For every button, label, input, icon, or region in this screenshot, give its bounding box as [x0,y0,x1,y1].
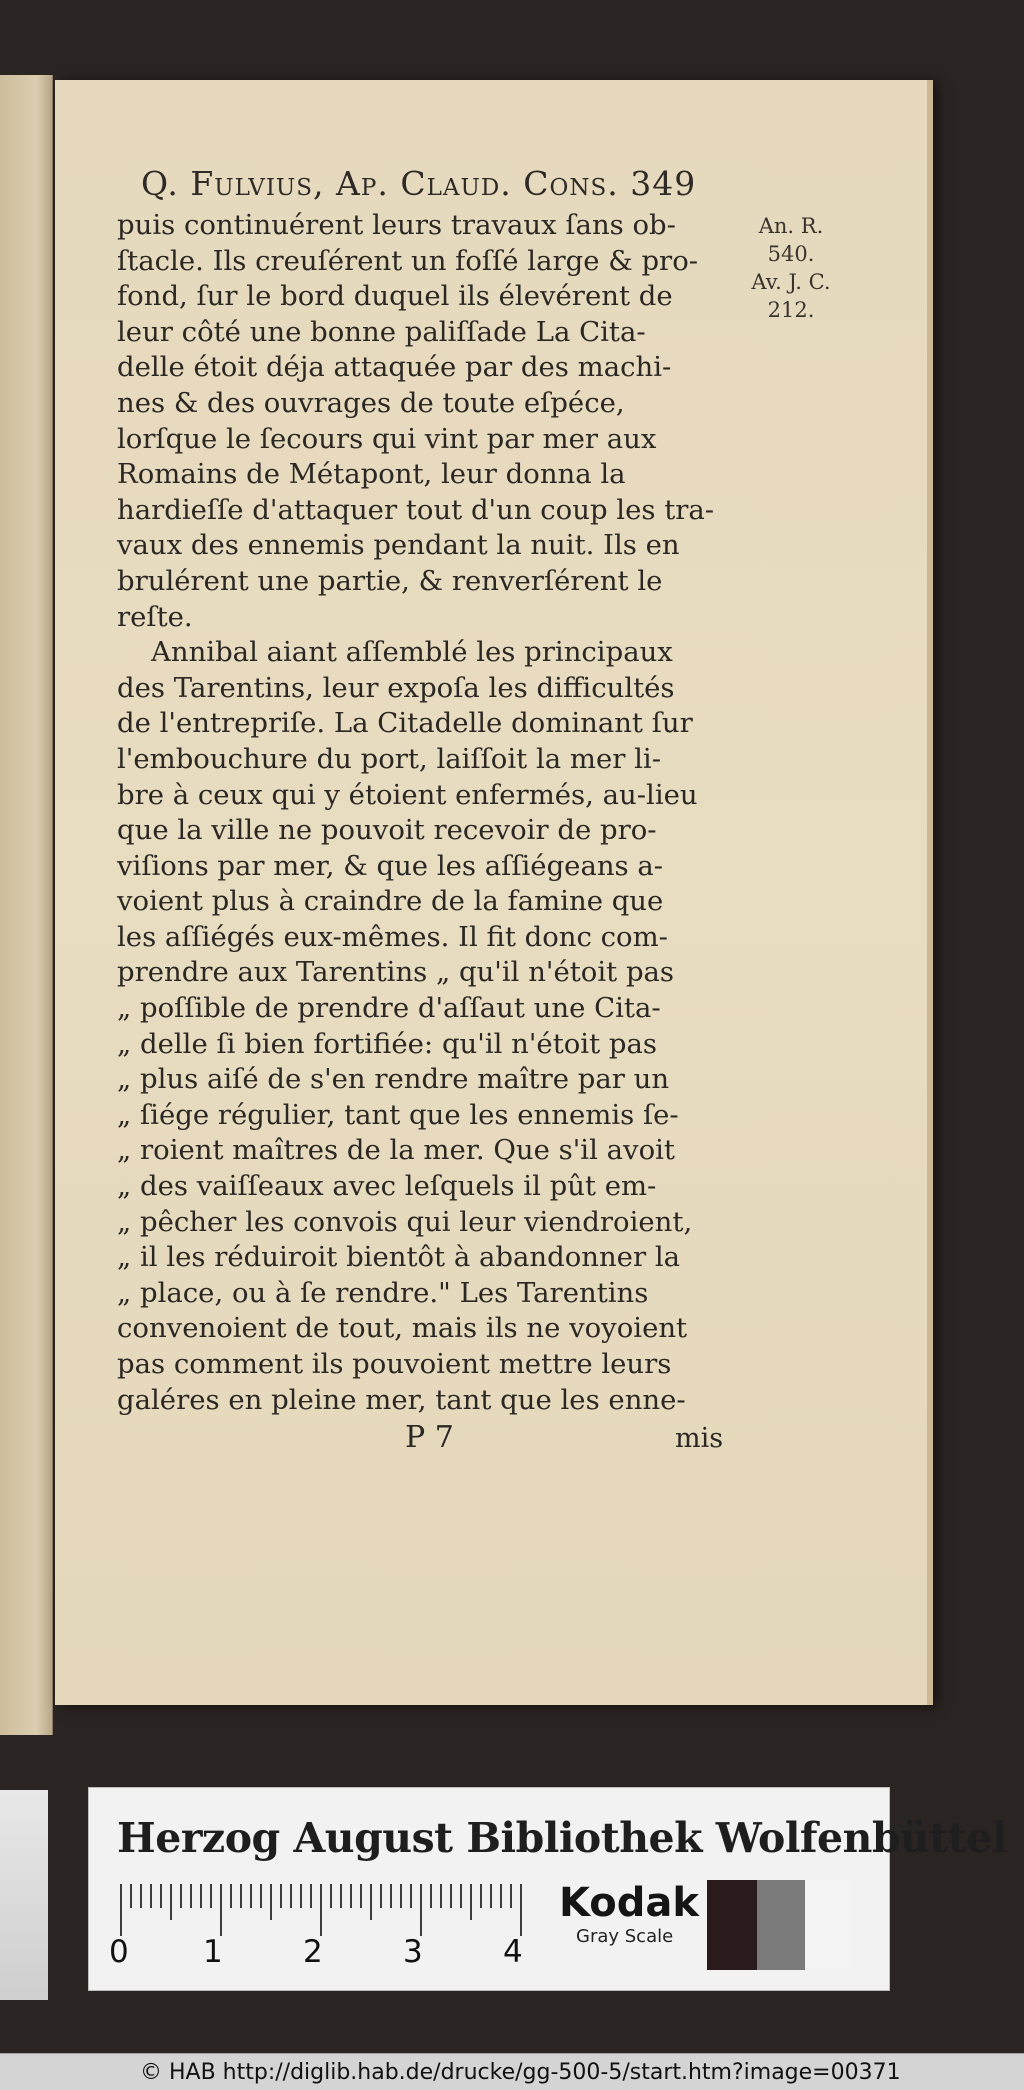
measure-ruler [117,1884,537,1940]
text-line: pas comment ils pouvoient mettre leurs [117,1348,672,1380]
text-line: de l'entrepriſe. La Citadelle dominant ſur [117,707,693,740]
facing-page-edge [0,75,53,1735]
text-line: „ il les réduiroit bientôt à abandonner la [117,1241,681,1274]
gray-swatch-dark [707,1880,757,1970]
text-line: „ pêcher les convois qui leur viendroient, [117,1205,693,1238]
catchword: mis [675,1423,724,1454]
text-line: que la ville ne pouvoit recevoir de pro- [117,814,657,847]
ruler-number: 4 [503,1934,523,1970]
signature-mark: P 7 [405,1420,454,1455]
text-line: Annibal aiant aſſemblé les principaux [151,636,673,669]
facing-target-sliver [0,1790,48,2000]
margin-note-line: Av. J. C. [751,270,831,294]
margin-note-line: An. R. [758,214,824,238]
text-line: ſtacle. Ils creuſérent un foſſé large & pro- [117,244,699,277]
text-line: hardieſſe d'attaquer tout d'un coup les tra- [117,493,715,526]
gray-swatch-light [805,1880,853,1970]
text-line: nes & des ouvrages de toute eſpéce, [117,386,625,419]
gray-swatch-mid [757,1880,805,1970]
margin-note-line: 212. [767,298,815,322]
text-line: „ roient maîtres de la mer. Que s'il avoit [117,1134,675,1167]
text-line: viſions par mer, & que les aſſiégeans a- [117,849,664,882]
text-line: Romains de Métapont, leur donna la [117,458,626,491]
footer-text: © HAB http://diglib.hab.de/drucke/gg-500-5/start.htm?image=00371 [140,2060,901,2085]
copyright-footer [0,2053,1024,2090]
grayscale-label: Gray Scale [576,1926,674,1947]
book-page [55,80,931,1705]
text-line: des Tarentins, leur expoſa les difficultés [117,671,675,704]
running-head: Q. Fulvius, Ap. Claud. Cons. 349 [141,164,697,203]
text-line: les aſſiégés eux-mêmes. Il fit donc com- [117,920,668,953]
text-line: fond, ſur le bord duquel ils élevérent de [117,280,673,313]
text-line: „ delle ſi bien fortifiée: qu'il n'étoit pas [117,1027,657,1060]
text-line: galéres en pleine mer, tant que les enne- [117,1383,686,1416]
ruler-number: 3 [403,1934,423,1970]
text-line: „ place, ou à ſe rendre." Les Tarentins [117,1276,649,1309]
text-line: delle étoit déja attaquée par des machi- [117,351,672,384]
body-text [117,208,725,1418]
text-line: brulérent une partie, & renverſérent le [117,564,663,597]
text-line: puis continuérent leurs travaux ſans ob- [117,209,676,241]
text-line: „ ſiége régulier, tant que les ennemis ſe- [117,1098,679,1131]
margin-note-line: 540. [767,242,815,266]
ruler-number: 2 [303,1934,323,1970]
text-line: leur côté une bonne paliſſade La Cita- [117,315,646,348]
margin-date-note [731,212,851,324]
text-line: convenoient de tout, mais ils ne voyoient [117,1312,688,1345]
text-line: voient plus à craindre de la famine que [117,885,664,918]
text-line: bre à ceux qui y étoient enfermés, au-lieu [117,778,698,811]
kodak-logo: Kodak [559,1880,699,1926]
ruler-number: 0 [109,1934,129,1970]
color-target-card [88,1787,1007,1991]
text-line: lorſque le ſecours qui vint par mer aux [117,422,657,455]
text-line: „ poſſible de prendre d'aſſaut une Cita- [117,992,661,1025]
ruler-number: 1 [203,1934,223,1970]
text-line: „ plus aiſé de s'en rendre maître par un [117,1063,670,1096]
text-line: vaux des ennemis pendant la nuit. Ils en [117,529,680,562]
text-line: „ des vaiſſeaux avec leſquels il pût em- [117,1170,657,1203]
text-line: prendre aux Tarentins „ qu'il n'étoit pas [117,956,675,989]
library-name: Herzog August Bibliothek Wolfenbüttel [117,1814,1007,1862]
text-line: l'embouchure du port, laiſſoit la mer li- [117,742,661,775]
text-line: reſte. [117,600,193,633]
